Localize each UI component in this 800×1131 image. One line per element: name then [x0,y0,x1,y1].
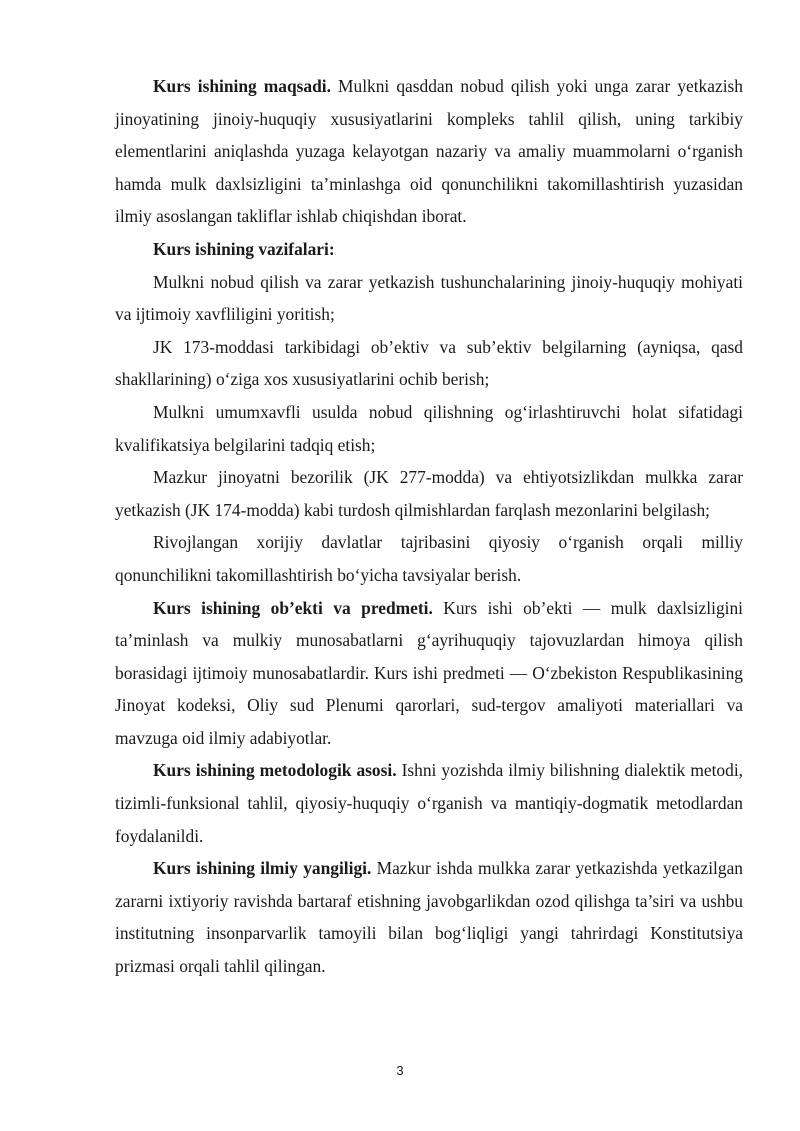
paragraph-task-2 [115,331,743,396]
paragraph-methodology [115,754,743,852]
text-goal: Mulkni qasddan nobud qilish yoki unga zarar yetkazish jinoyatining jinoiy-huquqiy xususiyatlarini kompleks tahlil qilish, uning tarkibiy elementlarini aniqlashda yuzaga kelayotgan nazariy va amaliy muammolarni o‘rganish hamda mulk daxlsizligini ta’minlashga oid qonunchilikni takomillashtirish yuzasidan ilmiy asoslangan takliflar ishlab chiqishdan iborat. [115,76,743,227]
text-task-2: JK 173-moddasi tarkibidagi ob’ektiv va sub’ektiv belgilarning (ayniqsa, qasd shakllarining) o‘ziga xos xususiyatlarini ochib berish; [115,336,743,390]
paragraph-task-1 [115,266,743,331]
document-page [115,70,743,983]
paragraph-goal [115,70,743,233]
paragraph-task-4 [115,461,743,526]
text-novelty: Mazkur ishda mulkka zarar yetkazishda yetkazilgan zararni ixtiyoriy ravishda bartaraf etishning javobgarlikdan ozod qilishga ta’siri va ushbu institutning insonparvarlik tamoyili bilan bog‘liqligi yangi tahrirdagi Konstitutsiya prizmasi orqali tahlil qilingan. [115,858,743,977]
heading-goal: Kurs ishining maqsadi. [153,76,331,96]
text-task-1: Mulkni nobud qilish va zarar yetkazish tushunchalarining jinoiy-huquqiy mohiyati va ijtimoiy xavfliligini yoritish; [115,271,743,325]
text-task-5: Rivojlangan xorijiy davlatlar tajribasini qiyosiy o‘rganish orqali milliy qonunchilikni takomillashtirish bo‘yicha tavsiyalar berish. [115,532,743,585]
heading-methodology: Kurs ishining metodologik asosi. [153,760,397,781]
text-task-3: Mulkni umumxavfli usulda nobud qilishning og‘irlashtiruvchi holat sifatidagi kvalifikatsiya belgilarini tadqiq etish; [115,401,743,455]
heading-novelty: Kurs ishining ilmiy yangiligi. [153,858,372,879]
paragraph-object-subject [115,592,743,755]
page-number: 3 [396,1063,404,1078]
paragraph-task-3 [115,396,743,461]
paragraph-tasks-heading [115,233,743,266]
text-task-4: Mazkur jinoyatni bezorilik (JK 277-modda) va ehtiyotsizlikdan mulkka zarar yetkazish (JK 174-modda) kabi turdosh qilmishlardan farqlash mezonlarini belgilash; [115,467,743,520]
paragraph-novelty [115,852,743,982]
text-methodology: Ishni yozishda ilmiy bilishning dialektik metodi, tizimli-funksional tahlil, qiyosiy-huquqiy o‘rganish va mantiqiy-dogmatik metodlardan foydalanildi. [115,760,743,846]
heading-tasks: Kurs ishining vazifalari: [153,238,335,259]
text-object-subject: Kurs ishi ob’ekti — mulk daxlsizligini ta’minlash va mulkiy munosabatlarni g‘ayrihuquqiy tajovuzlardan himoya qilish borasidagi ijtimoiy munosabatlardir. Kurs ishi predmeti — O‘zbekiston Respublikasining Jinoyat kodeksi, Oliy sud Plenumi qarorlari, sud-tergov amaliyoti materiallari va mavzuga oid ilmiy adabiyotlar. [115,597,743,748]
paragraph-task-5 [115,526,743,591]
heading-object-subject: Kurs ishining ob’ekti va predmeti. [153,597,433,618]
